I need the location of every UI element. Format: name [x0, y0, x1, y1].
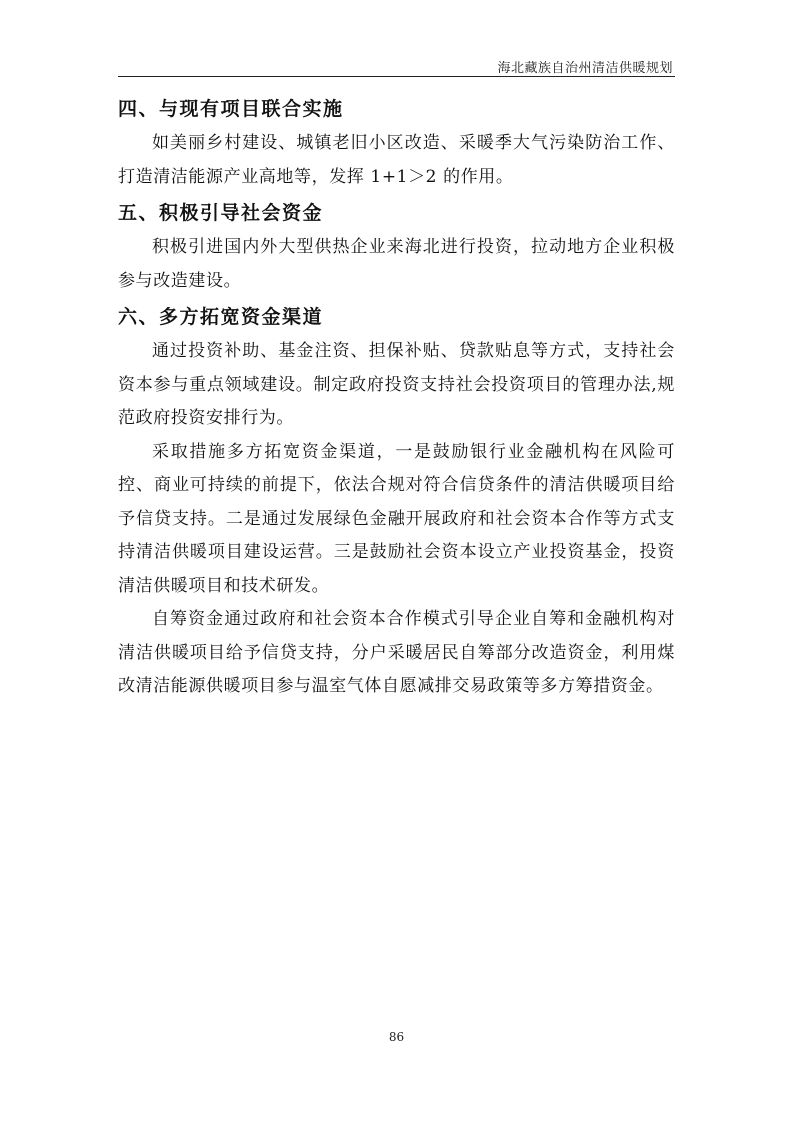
- section-4-paragraph-1: 如美丽乡村建设、城镇老旧小区改造、采暖季大气污染防治工作、打造清洁能源产业高地等，发挥 1+1＞2 的作用。: [118, 133, 675, 187]
- section-6-paragraph-1: 通过投资补助、基金注资、担保补贴、贷款贴息等方式，支持社会资本参与重点领域建设。制定政府投资支持社会投资项目的管理办法,规范政府投资安排行为。: [118, 341, 675, 428]
- section-6-paragraph-2: 采取措施多方拓宽资金渠道，一是鼓励银行业金融机构在风险可控、商业可持续的前提下，依法合规对符合信贷条件的清洁供暖项目给予信贷支持。二是通过发展绿色金融开展政府和社会资本合作等方式支持清洁供暖项目建设运营。三是鼓励社会资本设立产业投资基金，投资清洁供暖项目和技术研发。: [118, 441, 675, 596]
- page-number: 86: [388, 1030, 405, 1044]
- section-5-paragraph-1: 积极引进国内外大型供热企业来海北进行投资，拉动地方企业积极参与改造建设。: [118, 237, 675, 291]
- section-heading-5: 五、积极引导社会资金: [118, 202, 324, 224]
- header-divider: [118, 76, 675, 77]
- page-body: [118, 92, 675, 704]
- section-heading-6: 六、多方拓宽资金渠道: [118, 306, 324, 328]
- section-6-paragraph-3: 自筹资金通过政府和社会资本合作模式引导企业自筹和金融机构对清洁供暖项目给予信贷支持，分户采暖居民自筹部分改造资金，利用煤改清洁能源供暖项目参与温室气体自愿减排交易政策等多方筹措资金。: [118, 609, 675, 696]
- section-heading-4: 四、与现有项目联合实施: [118, 98, 344, 120]
- running-header-title: 海北藏族自治州清洁供暖规划: [497, 61, 673, 76]
